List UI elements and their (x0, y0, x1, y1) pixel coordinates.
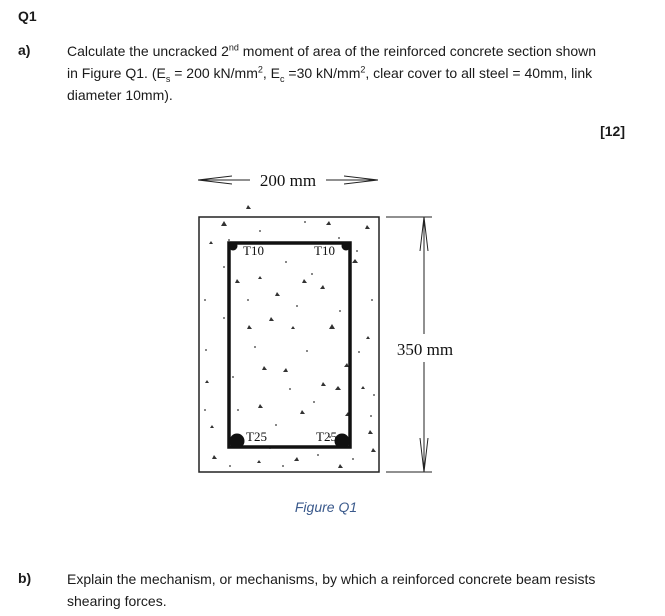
part-a-line-2-e: , clear cover to all steel = 40mm, link (365, 65, 593, 81)
top-bar-left (229, 242, 238, 251)
height-dimension (386, 217, 453, 472)
top-bar-right (342, 242, 351, 251)
bottom-bar-right-label: T25 (316, 429, 337, 444)
part-a-line-1-sup: nd (228, 42, 239, 53)
part-b-line-2: shearing forces. (67, 593, 167, 609)
part-b-label: b) (18, 570, 32, 586)
part-a-line-2-sub-s: s (165, 73, 171, 84)
height-label: 350 mm (396, 340, 454, 359)
part-a-line-1-post: moment of area of the reinforced concrete section shown (238, 43, 597, 59)
part-a-line-3: diameter 10mm). (67, 87, 173, 103)
part-a-line-2-sub-c: c (280, 73, 285, 84)
bottom-bar-left-label: T25 (246, 429, 267, 444)
part-a-line-2-sup-2: 2 (360, 64, 366, 75)
width-label: 200 mm (259, 171, 317, 190)
top-bar-left-label: T10 (243, 243, 264, 258)
bottom-bar-left (230, 434, 245, 449)
part-b-line-1: Explain the mechanism, or mechanisms, by which a reinforced concrete beam resists (67, 571, 596, 587)
marks-label: [12] (600, 123, 625, 139)
part-a-label: a) (18, 42, 31, 58)
concrete-section (199, 217, 379, 472)
top-bar-right-label: T10 (314, 243, 335, 258)
part-a-line-2-c: , E (262, 65, 280, 81)
part-a-line-2-sup-1: 2 (257, 64, 263, 75)
part-a-line-1-pre: Calculate the uncracked 2 (67, 43, 229, 59)
question-number: Q1 (18, 8, 37, 24)
figure-caption: Figure Q1 (294, 499, 358, 515)
part-a-line-2-a: in Figure Q1. (E (67, 65, 166, 81)
part-a-line-2-d: =30 kN/mm (284, 65, 361, 81)
width-dimension (198, 171, 378, 190)
part-a-line-2-b: = 200 kN/mm (170, 65, 258, 81)
part-b-text (67, 568, 647, 612)
